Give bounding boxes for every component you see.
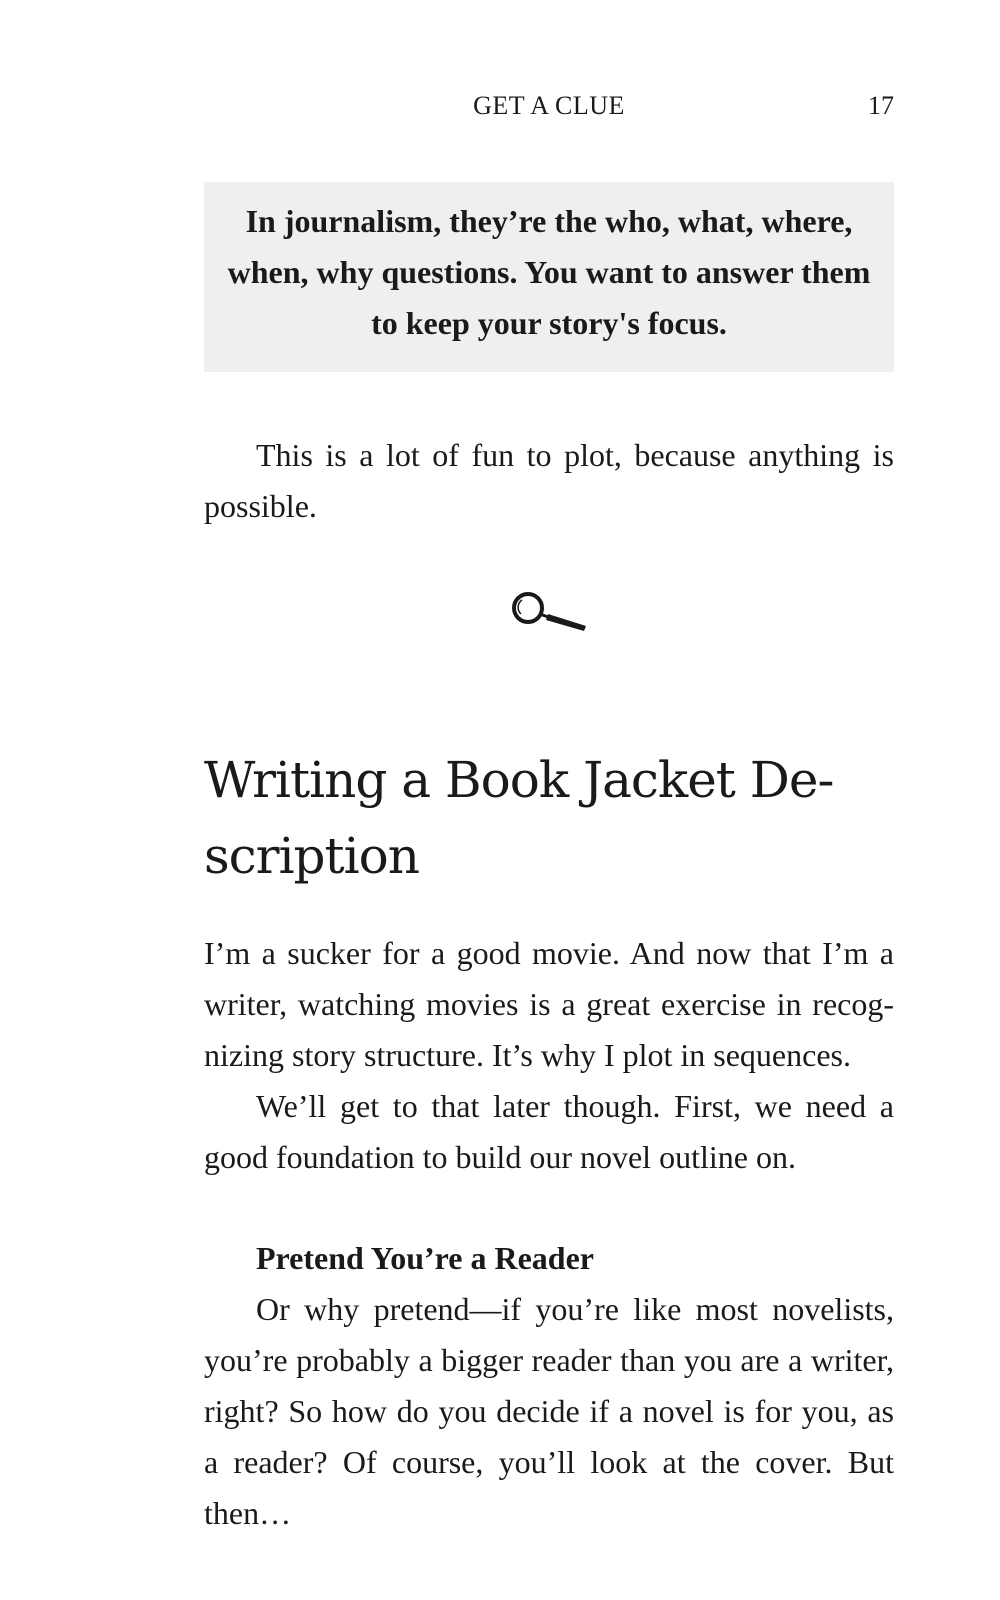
paragraph-foundation: We’ll get to that later though. First, we need a good foundation to build our novel outline on. bbox=[204, 1088, 894, 1175]
running-header bbox=[204, 88, 894, 124]
magnifying-glass-icon bbox=[510, 590, 594, 638]
paragraph-movies: I’m a sucker for a good movie. And now that I’m a writer, watching movies is a great exercise in recognizing story structure. It’s why I plot in sequences. bbox=[204, 935, 894, 1073]
callout-box bbox=[204, 182, 894, 372]
callout-text: In journalism, they’re the who, what, where, when, why questions. You want to answer them to keep your story's focus. bbox=[227, 203, 871, 341]
paragraph-possible: This is a lot of fun to plot, because anything is possible. bbox=[204, 437, 894, 524]
running-title: GET A CLUE bbox=[473, 91, 625, 120]
paragraph-reader: Or why pretend—if you’re like most novelists, you’re probably a bigger reader than you are a writer, right? So how do you decide if a novel is for you, as a reader? Of course, you’ll look at the cover. But then… bbox=[204, 1291, 894, 1531]
paragraph-group-movies bbox=[204, 928, 894, 1183]
subheading-reader: Pretend You’re a Reader bbox=[256, 1240, 594, 1276]
page-number: 17 bbox=[868, 91, 894, 120]
section-heading: Writing a Book Jacket Description bbox=[204, 751, 835, 885]
